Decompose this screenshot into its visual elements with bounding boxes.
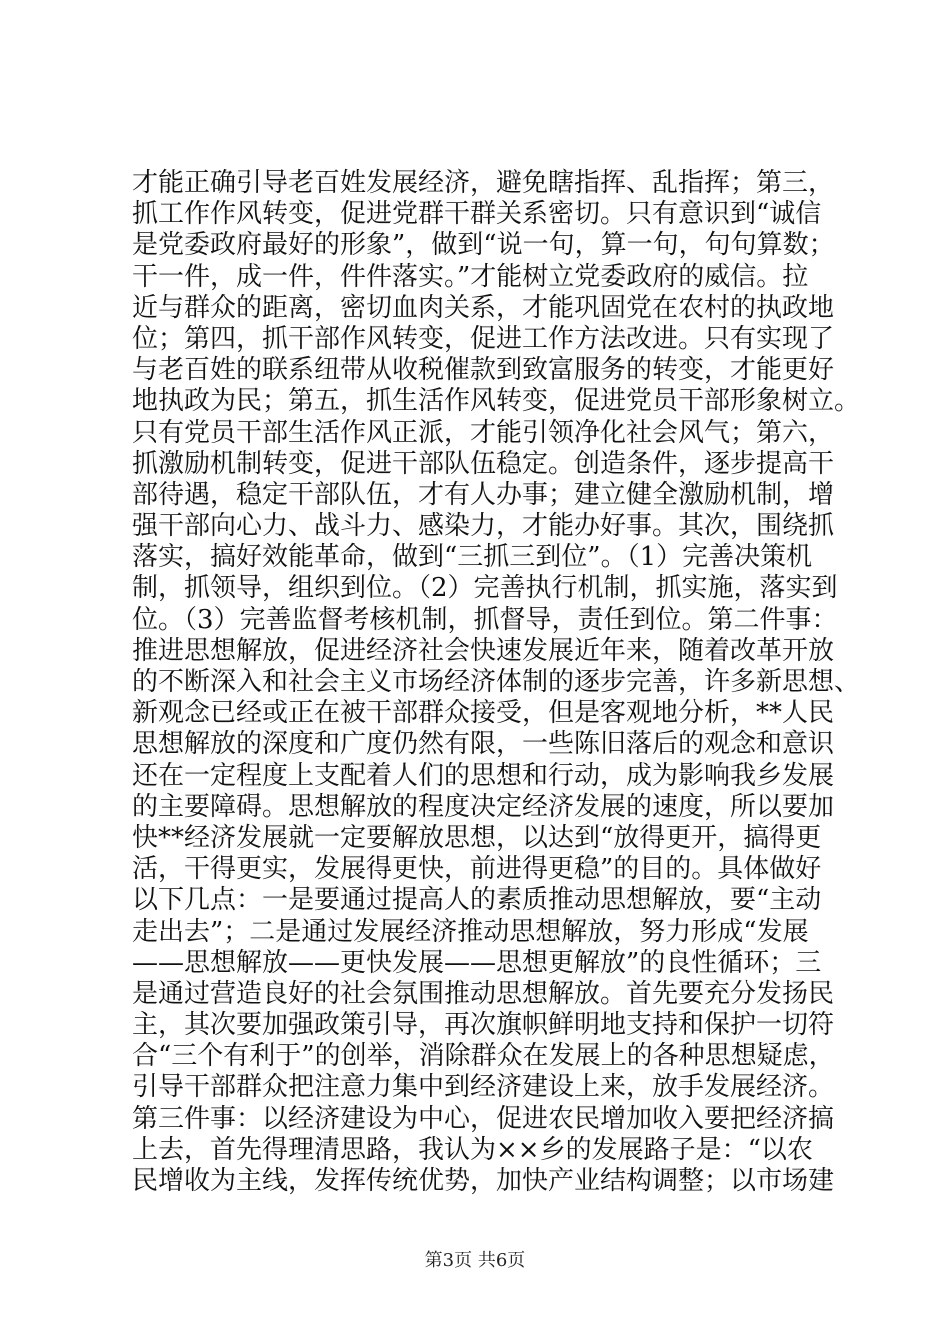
text-line: 位。（3）完善监督考核机制，抓督导，责任到位。第二件事： xyxy=(132,604,838,635)
text-line: 推进思想解放，促进经济社会快速发展近年来，随着改革开放 xyxy=(132,635,835,666)
text-line: 强干部向心力、战斗力、感染力，才能办好事。其次，围绕抓 xyxy=(132,511,835,542)
text-line: 的主要障碍。思想解放的程度决定经济发展的速度，所以要加 xyxy=(132,791,835,822)
text-line: 位；第四，抓干部作风转变，促进工作方法改进。只有实现了 xyxy=(132,323,835,354)
text-line: 走出去”；二是通过发展经济推动思想解放，努力形成“发展 xyxy=(132,916,809,947)
text-line: 近与群众的距离，密切血肉关系，才能巩固党在农村的执政地 xyxy=(132,292,835,323)
text-line: 上去，首先得理清思路，我认为××乡的发展路子是：“以农 xyxy=(132,1134,813,1165)
text-line: 引导干部群众把注意力集中到经济建设上来，放手发展经济。 xyxy=(132,1072,835,1103)
text-line: 民增收为主线，发挥传统优势，加快产业结构调整；以市场建 xyxy=(132,1166,835,1196)
page-footer xyxy=(0,1246,950,1272)
text-line: 合“三个有利于”的创举，消除群众在发展上的各种思想疑虑， xyxy=(132,1041,835,1072)
text-line: ——思想解放——更快发展——思想更解放”的良性循环；三 xyxy=(132,947,822,978)
text-line: 抓工作作风转变，促进党群干群关系密切。只有意识到“诚信 xyxy=(132,199,822,230)
text-line: 是通过营造良好的社会氛围推动思想解放。首先要充分发扬民 xyxy=(132,978,835,1009)
text-line: 以下几点：一是要通过提高人的素质推动思想解放，要“主动 xyxy=(132,885,822,916)
text-line: 第三件事：以经济建设为中心，促进农民增加收入要把经济搞 xyxy=(132,1103,835,1134)
text-line: 才能正确引导老百姓发展经济，避免瞎指挥、乱指挥；第三， xyxy=(132,168,835,198)
text-line: 是党委政府最好的形象”，做到“说一句，算一句，句句算数； xyxy=(132,230,835,261)
text-line: 干一件，成一件，件件落实。”才能树立党委政府的威信。拉 xyxy=(132,261,809,292)
text-line: 的不断深入和社会主义市场经济体制的逐步完善，许多新思想、 xyxy=(132,667,861,697)
text-line: 思想解放的深度和广度仍然有限，一些陈旧落后的观念和意识 xyxy=(132,729,835,760)
text-line: 与老百姓的联系纽带从收税催款到致富服务的转变，才能更好 xyxy=(132,355,835,386)
text-line: 部待遇，稳定干部队伍，才有人办事；建立健全激励机制，增 xyxy=(132,479,835,510)
text-line: 活，干得更实，发展得更快，前进得更稳”的目的。具体做好 xyxy=(132,854,822,885)
text-line: 落实，搞好效能革命，做到“三抓三到位”。（1）完善决策机 xyxy=(132,542,813,573)
text-line: 制，抓领导，组织到位。（2）完善执行机制，抓实施，落实到 xyxy=(132,573,838,604)
text-line: 新观念已经或正在被干部群众接受，但是客观地分析，**人民 xyxy=(132,698,835,729)
text-line: 还在一定程度上支配着人们的思想和行动，成为影响我乡发展 xyxy=(132,760,835,791)
text-line: 地执政为民；第五，抓生活作风转变，促进党员干部形象树立。 xyxy=(132,386,861,417)
text-line: 快**经济发展就一定要解放思想，以达到“放得更开，搞得更 xyxy=(132,822,822,853)
document-body xyxy=(132,168,861,1197)
text-line: 抓激励机制转变，促进干部队伍稳定。创造条件，逐步提高干 xyxy=(132,448,835,479)
page-number-label: 第3页 共6页 xyxy=(424,1250,526,1271)
text-line: 主，其次要加强政策引导，再次旗帜鲜明地支持和保护一切符 xyxy=(132,1010,835,1041)
text-line: 只有党员干部生活作风正派，才能引领净化社会风气；第六， xyxy=(132,417,835,448)
